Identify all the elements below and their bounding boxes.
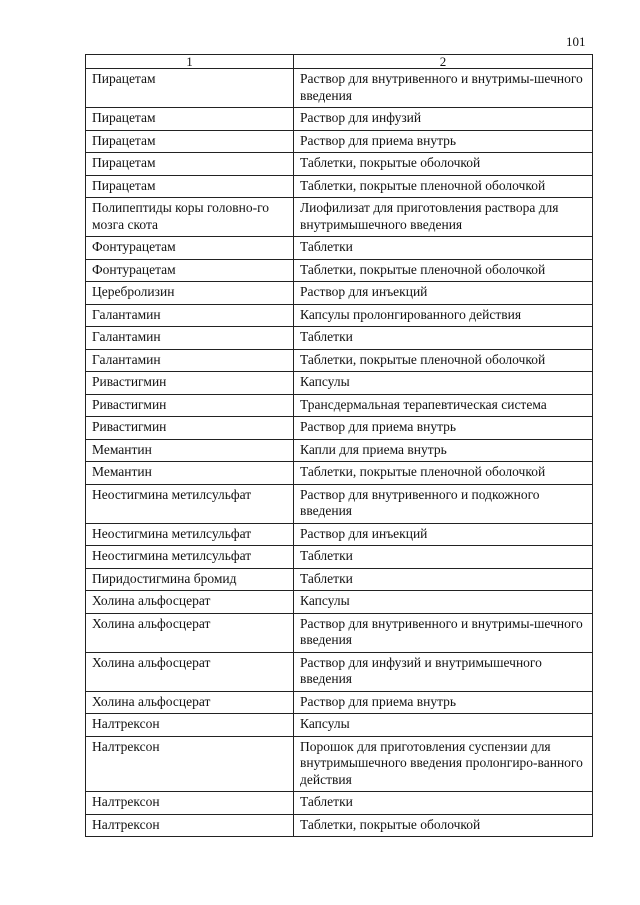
cell-substance: Неостигмина метилсульфат [86, 484, 294, 523]
cell-dosage-form: Раствор для приема внутрь [294, 417, 593, 440]
table-row [86, 282, 593, 305]
cell-substance: Пирацетам [86, 175, 294, 198]
cell-dosage-form: Раствор для инфузий [294, 108, 593, 131]
cell-substance: Ривастигмин [86, 372, 294, 395]
cell-substance: Неостигмина метилсульфат [86, 523, 294, 546]
cell-dosage-form: Капсулы пролонгированного действия [294, 304, 593, 327]
column-header-form: 2 [294, 55, 593, 69]
cell-substance: Галантамин [86, 327, 294, 350]
table-row [86, 484, 593, 523]
table-row [86, 691, 593, 714]
table-row [86, 327, 593, 350]
cell-substance: Мемантин [86, 439, 294, 462]
cell-substance: Ривастигмин [86, 394, 294, 417]
cell-dosage-form: Таблетки, покрытые пленочной оболочкой [294, 259, 593, 282]
cell-substance: Пирацетам [86, 69, 294, 108]
cell-substance: Налтрексон [86, 792, 294, 815]
cell-dosage-form: Лиофилизат для приготовления раствора для внутримышечного введения [294, 198, 593, 237]
column-header-substance: 1 [86, 55, 294, 69]
cell-dosage-form: Таблетки [294, 327, 593, 350]
table-row [86, 130, 593, 153]
cell-dosage-form: Раствор для инъекций [294, 523, 593, 546]
cell-dosage-form: Порошок для приготовления суспензии для внутримышечного введения пролонгиро-ванного действия [294, 736, 593, 792]
cell-substance: Холина альфосцерат [86, 591, 294, 614]
table-row [86, 523, 593, 546]
page-number: 101 [566, 34, 586, 49]
cell-dosage-form: Таблетки [294, 792, 593, 815]
cell-substance: Пирацетам [86, 153, 294, 176]
table-row [86, 568, 593, 591]
table-row [86, 714, 593, 737]
cell-dosage-form: Таблетки, покрытые пленочной оболочкой [294, 175, 593, 198]
cell-substance: Налтрексон [86, 736, 294, 792]
cell-dosage-form: Раствор для инъекций [294, 282, 593, 305]
cell-dosage-form: Раствор для внутривенного и внутримы-шечного введения [294, 69, 593, 108]
cell-dosage-form: Раствор для приема внутрь [294, 691, 593, 714]
table-row [86, 736, 593, 792]
table-row [86, 652, 593, 691]
cell-substance: Пирацетам [86, 108, 294, 131]
table-row [86, 814, 593, 837]
table-header-row [86, 55, 593, 69]
cell-dosage-form: Капсулы [294, 591, 593, 614]
table-row [86, 439, 593, 462]
table-row [86, 153, 593, 176]
cell-dosage-form: Таблетки, покрытые пленочной оболочкой [294, 349, 593, 372]
cell-substance: Фонтурацетам [86, 259, 294, 282]
cell-dosage-form: Трансдермальная терапевтическая система [294, 394, 593, 417]
cell-dosage-form: Таблетки [294, 546, 593, 569]
table-body [86, 69, 593, 837]
cell-substance: Холина альфосцерат [86, 691, 294, 714]
cell-dosage-form: Раствор для внутривенного и подкожного введения [294, 484, 593, 523]
cell-dosage-form: Капсулы [294, 372, 593, 395]
cell-substance: Пирацетам [86, 130, 294, 153]
cell-substance: Ривастигмин [86, 417, 294, 440]
table-row [86, 349, 593, 372]
table-row [86, 372, 593, 395]
cell-dosage-form: Капсулы [294, 714, 593, 737]
cell-dosage-form: Таблетки [294, 568, 593, 591]
cell-substance: Неостигмина метилсульфат [86, 546, 294, 569]
cell-dosage-form: Раствор для внутривенного и внутримы-шечного введения [294, 613, 593, 652]
table-row [86, 175, 593, 198]
table-row [86, 108, 593, 131]
table-row [86, 304, 593, 327]
cell-substance: Церебролизин [86, 282, 294, 305]
table-row [86, 462, 593, 485]
cell-dosage-form: Раствор для приема внутрь [294, 130, 593, 153]
table-row [86, 394, 593, 417]
table-row [86, 591, 593, 614]
cell-substance: Полипептиды коры головно-го мозга скота [86, 198, 294, 237]
cell-dosage-form: Таблетки, покрытые оболочкой [294, 814, 593, 837]
cell-substance: Пиридостигмина бромид [86, 568, 294, 591]
cell-substance: Фонтурацетам [86, 237, 294, 260]
table-row [86, 613, 593, 652]
cell-substance: Холина альфосцерат [86, 652, 294, 691]
cell-substance: Налтрексон [86, 714, 294, 737]
cell-substance: Холина альфосцерат [86, 613, 294, 652]
table-row [86, 417, 593, 440]
cell-substance: Галантамин [86, 349, 294, 372]
cell-substance: Мемантин [86, 462, 294, 485]
cell-dosage-form: Таблетки, покрытые оболочкой [294, 153, 593, 176]
cell-dosage-form: Капли для приема внутрь [294, 439, 593, 462]
table-row [86, 237, 593, 260]
table-row [86, 198, 593, 237]
table-row [86, 546, 593, 569]
cell-dosage-form: Раствор для инфузий и внутримышечного введения [294, 652, 593, 691]
cell-substance: Налтрексон [86, 814, 294, 837]
table-row [86, 792, 593, 815]
table-row [86, 69, 593, 108]
cell-dosage-form: Таблетки, покрытые пленочной оболочкой [294, 462, 593, 485]
drug-table [85, 54, 593, 837]
cell-dosage-form: Таблетки [294, 237, 593, 260]
cell-substance: Галантамин [86, 304, 294, 327]
table-row [86, 259, 593, 282]
